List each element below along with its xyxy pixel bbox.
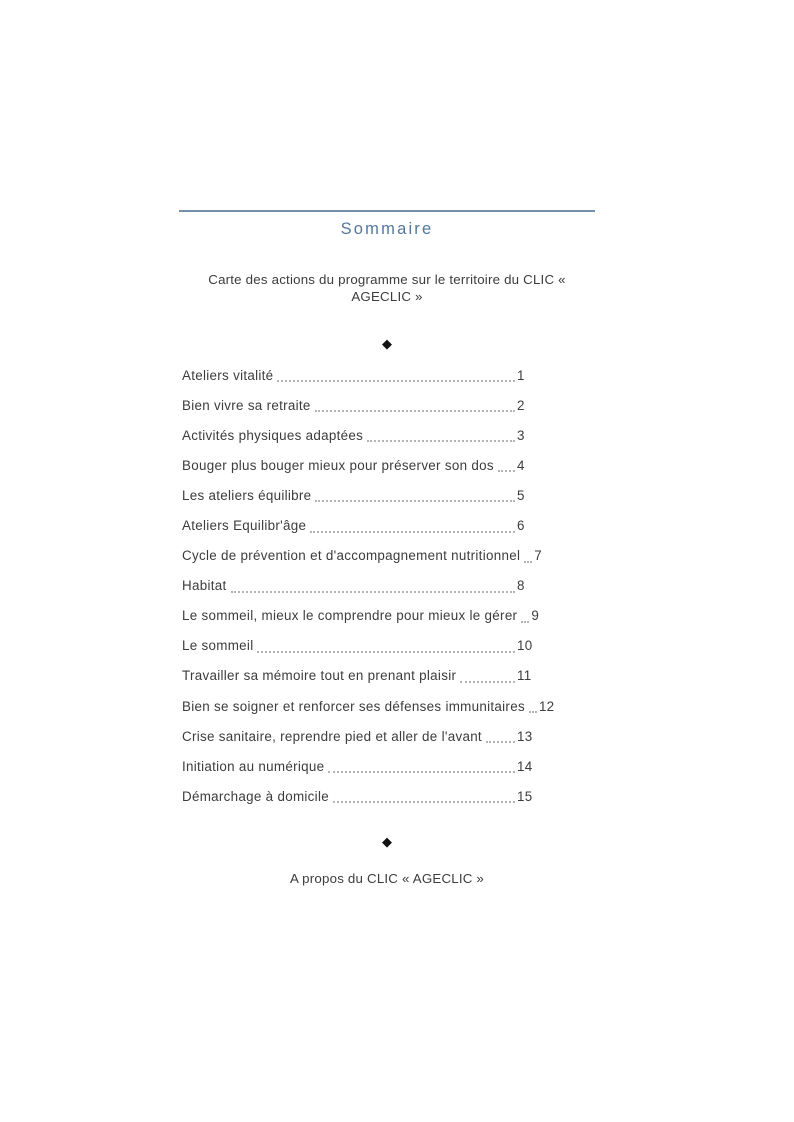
toc-page-number: 15 [517,788,533,804]
toc-row[interactable] [179,510,534,540]
toc-entry-label: Ateliers Equilibr'âge [182,518,307,534]
toc-dot-leader [328,771,515,773]
toc-dot-leader [315,500,515,502]
toc-row[interactable] [179,390,534,420]
toc-page-number: 5 [517,487,525,503]
toc-page-number: 6 [517,518,525,534]
diamond-icon: ◆ [382,336,392,351]
toc-entry-label: Activités physiques adaptées [182,427,364,443]
toc-row[interactable] [179,420,534,450]
toc-row[interactable] [179,691,555,721]
toc-page-number: 8 [517,578,525,594]
toc-page-number: 12 [538,698,555,714]
sommaire-content [179,210,595,887]
toc-row[interactable] [179,541,542,571]
toc-row[interactable] [179,601,540,631]
toc-dot-leader [486,741,515,743]
toc-entry-label: Bouger plus bouger mieux pour préserver son dos [182,457,494,473]
toc-dot-leader [333,801,515,803]
subtitle: Carte des actions du programme sur le territoire du CLIC « AGECLIC » [208,272,566,304]
page-title: Sommaire [340,220,434,238]
toc-entry-label: Ateliers vitalité [182,367,274,383]
toc-page-number: 9 [531,608,540,624]
toc-row[interactable] [179,661,534,691]
table-of-contents [179,360,595,811]
toc-dot-leader [529,711,537,713]
toc-entry-label: Démarchage à domicile [182,788,329,804]
toc-dot-leader [367,440,515,442]
toc-dot-leader [460,681,515,683]
toc-row[interactable] [179,360,534,390]
toc-row[interactable] [179,721,534,751]
toc-row[interactable] [179,781,534,811]
toc-page-number: 3 [517,427,525,443]
toc-entry-label: Crise sanitaire, reprendre pied et aller de l'avant [182,728,482,744]
toc-row[interactable] [179,450,534,480]
toc-dot-leader [521,621,529,623]
toc-entry-label: Habitat [182,578,227,594]
toc-entry-label: Bien vivre sa retraite [182,397,311,413]
toc-row[interactable] [179,480,534,510]
toc-row[interactable] [179,571,534,601]
toc-entry-label: Bien se soigner et renforcer ses défenses immunitaires [182,698,525,714]
toc-entry-label: Travailler sa mémoire tout en prenant plaisir [182,668,457,684]
toc-dot-leader [310,531,515,533]
toc-page-number: 13 [517,728,533,744]
about-section-title: A propos du CLIC « AGECLIC » [289,871,485,887]
toc-entry-label: Cycle de prévention et d'accompagnement nutritionnel [182,548,521,564]
toc-page-number: 7 [534,548,542,564]
toc-row[interactable] [179,631,534,661]
toc-entry-label: Le sommeil [182,638,254,654]
toc-page-number: 10 [517,638,533,654]
diamond-icon: ◆ [382,834,392,850]
toc-page-number: 4 [517,457,525,473]
title-divider-line [179,210,595,212]
toc-page-number: 11 [517,668,532,684]
toc-row[interactable] [179,751,534,781]
toc-dot-leader [277,380,515,382]
toc-entry-label: Le sommeil, mieux le comprendre pour mieux le gérer [182,608,518,624]
toc-dot-leader [524,561,532,563]
toc-page-number: 2 [517,397,525,413]
toc-dot-leader [498,470,515,472]
toc-entry-label: Les ateliers équilibre [182,487,312,503]
toc-dot-leader [315,410,515,412]
toc-page-number: 1 [517,367,525,383]
toc-entry-label: Initiation au numérique [182,758,325,774]
toc-page-number: 14 [517,758,533,774]
toc-dot-leader [231,591,515,593]
toc-dot-leader [257,651,515,653]
